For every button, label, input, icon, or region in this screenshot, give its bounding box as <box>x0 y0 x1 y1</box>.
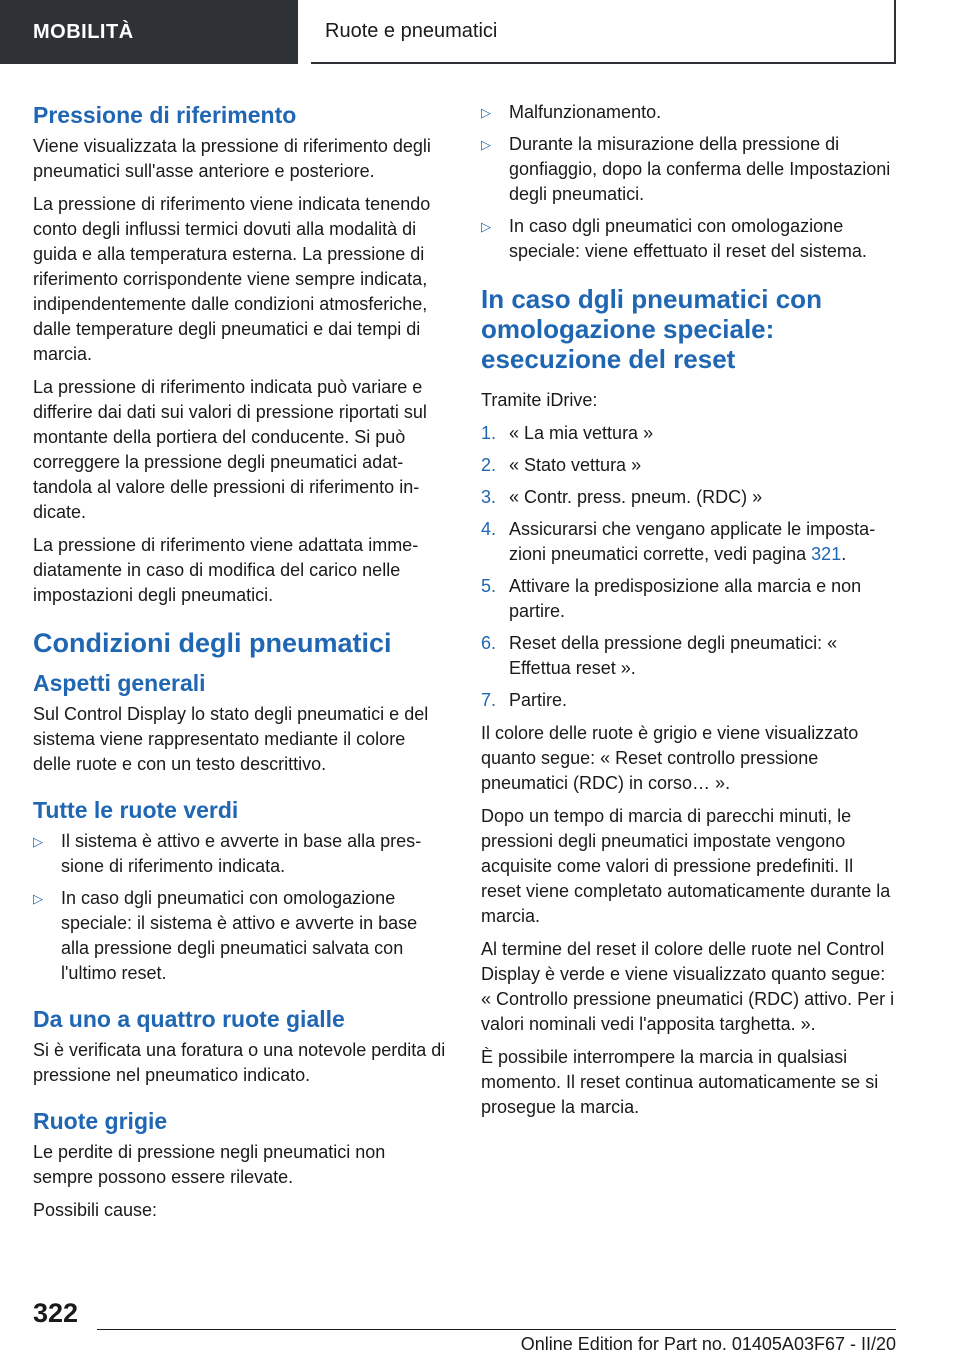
step-text: Attivare la predisposizione alla marcia e non partire. <box>509 576 862 621</box>
triangle-bullet-icon: ▷ <box>481 137 491 152</box>
steps-list <box>481 421 896 713</box>
green-list <box>33 829 448 986</box>
triangle-bullet-icon: ▷ <box>33 891 43 906</box>
step-number: 5. <box>481 576 497 596</box>
paragraph: Si è verificata una foratura o una notevole perdita di pressione nel pneumatico indicato. <box>33 1040 446 1085</box>
step-item <box>481 631 896 681</box>
triangle-bullet-icon: ▷ <box>481 105 491 120</box>
page-number: 322 <box>33 1298 79 1328</box>
paragraph: Le perdite di pressione negli pneumatici non sempre possono essere rilevate. <box>33 1142 386 1187</box>
list-item-text: Il sistema è attivo e avverte in base alla pressione di riferimento indicata. <box>61 831 422 876</box>
heading-grey-wheels: Ruote grigie <box>33 1108 168 1134</box>
step-item <box>481 517 896 567</box>
section-tab: MOBILITÀ <box>0 0 298 64</box>
triangle-bullet-icon: ▷ <box>33 834 43 849</box>
footer-divider <box>97 1329 896 1330</box>
step-number: 7. <box>481 690 497 710</box>
step-item <box>481 574 896 624</box>
step-number: 4. <box>481 519 497 539</box>
list-item-text: Malfunzionamento. <box>509 102 662 122</box>
list-item-text: In caso dgli pneumatici con omologazione speciale: viene effettuato il reset del sistema. <box>509 216 867 261</box>
step-item <box>481 688 896 713</box>
heading-reset-procedure: In caso dgli pneumatici con omologazione speciale: esecuzione del reset <box>481 284 822 374</box>
step-item <box>481 421 896 446</box>
heading-general-aspects: Aspetti generali <box>33 670 206 696</box>
step-text: « Contr. press. pneum. (RDC) » <box>509 487 763 507</box>
causes-list <box>481 100 896 264</box>
list-item-text: Durante la misurazione della pressione di gonfiaggio, dopo la conferma delle Impostazioni degli pneumatici. <box>509 134 891 204</box>
paragraph: Dopo un tempo di marcia di parecchi minuti, le pressioni degli pneumatici impostate vengono acquisite come valori di pressione predefiniti. Il reset viene completato automaticamente durante la marcia. <box>481 806 891 926</box>
paragraph: La pressione di riferimento viene adattata immediatamente in caso di modifica del carico nelle impostazioni degli pneumatici. <box>33 535 419 605</box>
paragraph: La pressione di riferimento viene indicata tenendo conto degli influssi termici dovuti alla modalità di guida e alla temperatura esterna. La pressione di riferimento corrispondente viene sempre indicata, indipendentemente dalle condizioni atmosferiche, dalle temperature degli pneumatici e dai tempi di marcia. <box>33 194 431 364</box>
step-number: 1. <box>481 423 497 443</box>
list-item <box>33 886 448 986</box>
paragraph: Viene visualizzata la pressione di riferimento degli pneumatici sull'asse anteriore e posteriore. <box>33 136 431 181</box>
chapter-title: Ruote e pneumatici <box>311 0 896 64</box>
paragraph: Sul Control Display lo stato degli pneumatici e del sistema viene rappresentato mediante il colore delle ruote e con un testo descrittivo. <box>33 704 429 774</box>
heading-yellow-wheels: Da uno a quattro ruote gialle <box>33 1006 345 1032</box>
step-item <box>481 485 896 510</box>
triangle-bullet-icon: ▷ <box>481 219 491 234</box>
step-text: « La mia vettura » <box>509 423 654 443</box>
page-link[interactable]: 321 <box>811 544 842 564</box>
step-text: Assicurarsi che vengano applicate le impostazioni pneumatici corrette, vedi pagina <box>509 519 876 564</box>
list-item-text: In caso dgli pneumatici con omologazione speciale: il sistema è attivo e avverte in base alla pressione degli pneumatici salvata con l'ultimo reset. <box>61 888 418 983</box>
step-number: 2. <box>481 455 497 475</box>
heading-all-green: Tutte le ruote verdi <box>33 797 239 823</box>
step-text: Partire. <box>509 690 568 710</box>
paragraph: La pressione di riferimento indicata può variare e differire dai dati sui valori di pressione riportati sul montante della portiera del conducente. Si può correggere la pressione degli pneumatici adattandola al valore delle pressioni di riferimento indicate. <box>33 377 427 522</box>
paragraph: Possibili cause: <box>33 1200 158 1220</box>
paragraph: Al termine del reset il colore delle ruote nel Control Display è verde e viene visualizzato quanto segue: « Controllo pressione pneumatici (RDC) attivo. Per i valori nominali vedi l'apposita targhetta. ». <box>481 939 895 1034</box>
paragraph: È possibile interrompere la marcia in qualsiasi momento. Il reset continua automaticamente se si prosegue la marcia. <box>481 1047 879 1117</box>
right-column <box>481 100 896 1128</box>
step-item <box>481 453 896 478</box>
step-number: 6. <box>481 633 497 653</box>
footer-edition: Online Edition for Part no. 01405A03F67 - II/20 <box>520 1334 896 1354</box>
left-column <box>33 100 448 1231</box>
list-item <box>481 214 896 264</box>
paragraph: Il colore delle ruote è grigio e viene visualizzato quanto segue: « Reset controllo pressione pneumatici (RDC) in corso… ». <box>481 723 859 793</box>
step-text-suffix: . <box>841 544 847 564</box>
list-item <box>481 132 896 207</box>
heading-reference-pressure: Pressione di riferimento <box>33 102 297 128</box>
list-item <box>481 100 896 125</box>
heading-tire-conditions: Condizioni degli pneumatici <box>33 628 392 658</box>
step-number: 3. <box>481 487 497 507</box>
list-item <box>33 829 448 879</box>
step-text: « Stato vettura » <box>509 455 642 475</box>
paragraph: Tramite iDrive: <box>481 390 598 410</box>
step-text: Reset della pressione degli pneumatici: « Effettua reset ». <box>509 633 838 678</box>
